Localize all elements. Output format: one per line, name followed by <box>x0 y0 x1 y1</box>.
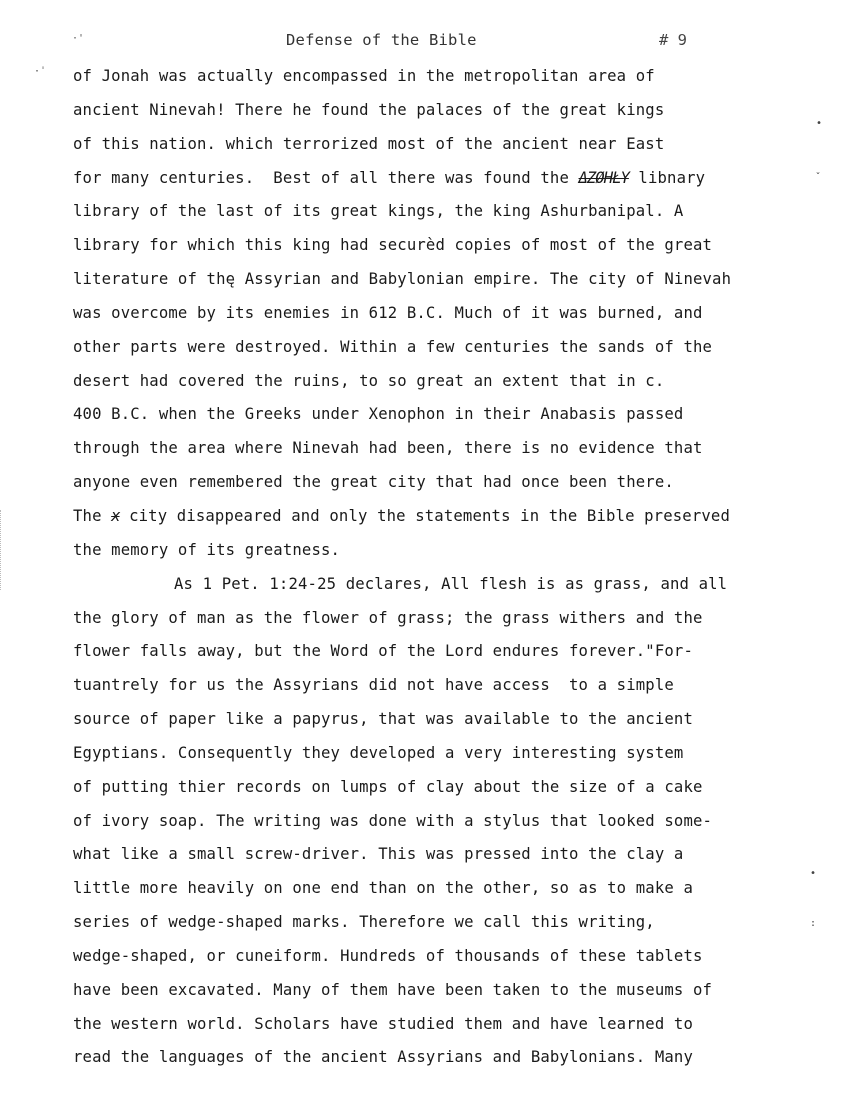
text-line: through the area where Ninevah had been, there is no evidence that <box>73 439 703 458</box>
text-line: flower falls away, but the Word of the Lord endures forever."For- <box>73 642 693 661</box>
text-line: tuantrely for us the Assyrians did not have access to a simple <box>73 676 674 695</box>
text-line: ancient Ninevah! There he found the palaces of the great kings <box>73 100 665 119</box>
struck-word: ΔZØHŁY <box>578 168 629 187</box>
scan-edge <box>0 510 4 590</box>
text-line: the glory of man as the flower of grass; the grass withers and the <box>73 608 703 627</box>
margin-mark: ˇ <box>815 172 822 183</box>
margin-mark: • <box>810 868 817 879</box>
page-header <box>0 31 850 55</box>
text-line: wedge-shaped, or cuneiform. Hundreds of thousands of these tablets <box>73 946 703 965</box>
margin-mark: : <box>810 918 817 929</box>
text-line: Egyptians. Consequently they developed a very interesting system <box>73 743 684 762</box>
text-line: have been excavated. Many of them have been taken to the museums of <box>73 980 713 999</box>
text-line: was overcome by its enemies in 612 B.C. Much of it was burned, and <box>73 303 703 322</box>
text-line: of this nation. which terrorized most of the ancient near East <box>73 134 665 153</box>
text-line: As 1 Pet. 1:24-25 declares, All flesh is as grass, and all <box>174 574 728 593</box>
document-body <box>73 64 793 1079</box>
text-line: other parts were destroyed. Within a few centuries the sands of the <box>73 337 713 356</box>
text-line: desert had covered the ruins, to so great an extent that in c. <box>73 371 665 390</box>
text-line: 400 B.C. when the Greeks under Xenophon in their Anabasis passed <box>73 405 684 424</box>
text-line: source of paper like a papyrus, that was available to the ancient <box>73 710 693 729</box>
text-line: what like a small screw-driver. This was pressed into the clay a <box>73 845 684 864</box>
page-number: # 9 <box>659 31 687 49</box>
margin-mark: ·ˈ <box>34 66 47 77</box>
text-fragment: city disappeared and only the statements in the Bible preserved <box>119 506 730 525</box>
text-line: the western world. Scholars have studied them and have learned to <box>73 1014 693 1033</box>
text-line: anyone even remembered the great city that had once been there. <box>73 473 674 492</box>
text-line: series of wedge-shaped marks. Therefore we call this writing, <box>73 913 655 932</box>
text-line: literature of thę Assyrian and Babylonian empire. The city of Ninevah <box>73 270 732 289</box>
text-line: little more heavily on one end than on the other, so as to make a <box>73 879 693 898</box>
text-line: the memory of its greatness. <box>73 540 341 559</box>
text-line: of ivory soap. The writing was done with a stylus that looked some- <box>73 811 713 830</box>
text-line: read the languages of the ancient Assyrians and Babylonians. Many <box>73 1048 693 1067</box>
text-fragment: The <box>73 506 112 525</box>
struck-word: x <box>111 506 120 525</box>
margin-mark: • <box>816 118 823 129</box>
text-line <box>73 166 793 200</box>
document-title: Defense of the Bible <box>286 31 477 49</box>
text-line: of Jonah was actually encompassed in the metropolitan area of <box>73 67 655 85</box>
margin-mark: ·' <box>72 33 85 44</box>
text-line: library of the last of its great kings, the king Ashurbanipal. A <box>73 202 684 221</box>
text-line: of putting thier records on lumps of clay about the size of a cake <box>73 777 703 796</box>
text-fragment: for many centuries. Best of all there was found the <box>73 168 579 187</box>
text-line: library for which this king had securèd copies of most of the great <box>73 236 713 255</box>
text-fragment: libnary <box>628 168 706 187</box>
text-line <box>73 504 793 538</box>
